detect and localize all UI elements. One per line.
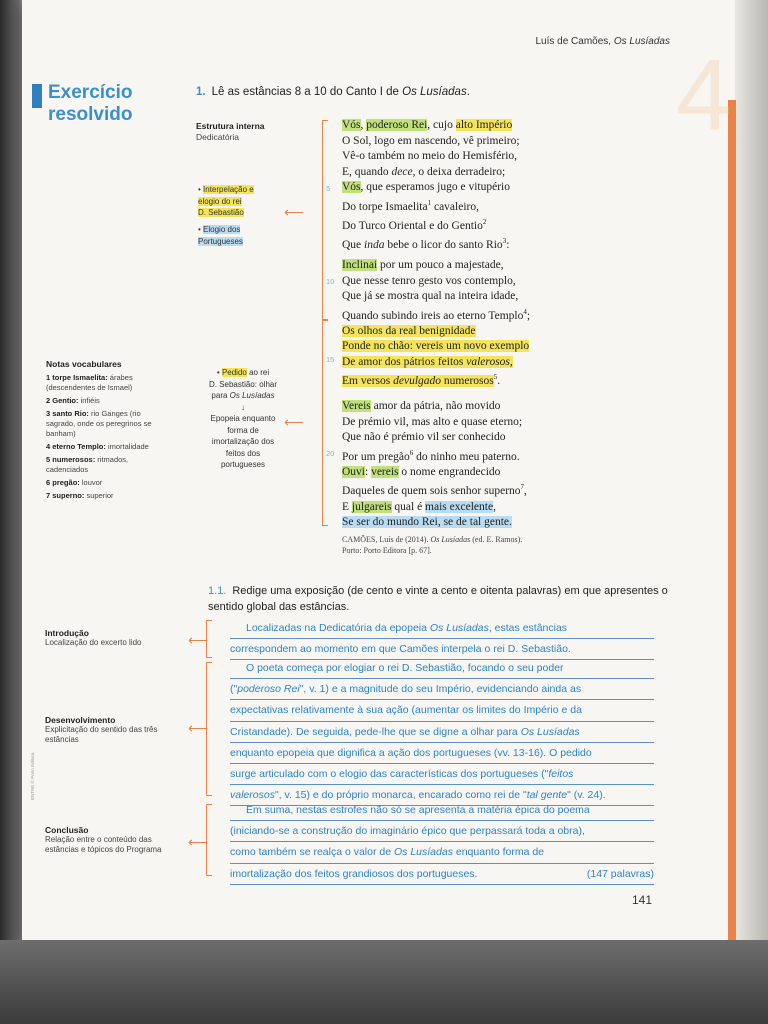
arrow-down-icon: ↓ <box>241 402 245 412</box>
citation: CAMÕES, Luís de (2014). Os Lusíadas (ed. E. Ramos). Porto: Porto Editora [p. 67]. <box>342 535 523 555</box>
note-item: 5 numerosos: ritmados, cadenciados <box>46 455 129 474</box>
answer-paragraph-2: O poeta começa por elogiar o rei D. Sebastião, focando o seu poder ("poderoso Rei", v. 1) e a magnitude do seu Império, evidenciando ainda as expectativas relativamente à sua ação (aumentar os limites do Império e da Cristandade). De seguida, pede-lhe que se digne a olhar para Os Lusíadas enquanto epopeia que dignifica a ação dos portugueses (vv. 13-16). O pedido surge articulado com o elogio das características dos portugueses ("feitos valerosos", v. 15) e do próprio monarca, encarado como rei de "tal gente" (v. 24). <box>230 658 654 806</box>
title-marker <box>32 84 42 108</box>
arrow-left-icon: ⟵ <box>188 834 209 850</box>
notes-title: Notas vocabulares <box>46 359 122 369</box>
line-number: 5 <box>326 184 331 193</box>
line-number: 10 <box>326 277 335 286</box>
arrow-left-icon: ⟵ <box>284 204 305 220</box>
exercise-title-line1: Exercício <box>48 82 133 103</box>
estrutura-title: Estrutura interna <box>196 121 265 131</box>
header-author: Luís de Camões, <box>535 36 614 47</box>
line-number: 20 <box>326 449 335 458</box>
page-number: 141 <box>632 893 653 907</box>
word-count: (147 palavras) <box>586 867 654 880</box>
note-item: 7 superno: superior <box>46 491 114 500</box>
question-1: 1. Lê as estâncias 8 a 10 do Canto I de Os Lusíadas. <box>196 86 470 98</box>
question-1-number: 1. <box>196 86 206 98</box>
arrow-left-icon: ⟵ <box>188 720 209 736</box>
annotation-pedido: • Pedido ao rei D. Sebastião: olhar para Os Lusíadas ↓ Epopeia enquanto forma de imortalização dos feitos dos portugueses <box>198 367 288 471</box>
answer-paragraph-1: Localizadas na Dedicatória da epopeia Os Lusíadas, estas estâncias correspondem ao momento em que Camões interpela o rei D. Sebastião. <box>230 618 654 660</box>
running-header <box>535 36 670 47</box>
stanza-bracket-2 <box>322 320 323 526</box>
section-desenvolvimento: Desenvolvimento Explicitação do sentido das três estâncias <box>45 715 158 744</box>
note-item: 4 eterno Templo: imortalidade <box>46 442 149 451</box>
note-item: 3 santo Rio: rio Ganges (rio sagrado, onde os peregrinos se banham) <box>46 409 152 438</box>
background-below-page <box>0 940 768 1024</box>
question-1-1: 1.1. Redige uma exposição (de cento e vinte a cento e oitenta palavras) em que apresentes o sentido global das estâncias. <box>208 585 668 613</box>
page-edges <box>735 0 768 950</box>
question-1-1-number: 1.1. <box>208 585 227 597</box>
vocabulary-notes <box>46 359 166 504</box>
note-item: 1 torpe Ismaelita: árabes (descendentes de Ismael) <box>46 373 133 392</box>
chapter-number-watermark: 4 <box>676 39 732 151</box>
chapter-strip <box>728 100 736 940</box>
arrow-left-icon: ⟵ <box>284 414 305 430</box>
stanza-3: Vereis amor da pátria, não movido De prémio vil, mas alto e quase eterno; Que não é prémio vil ser conhecido Por um pregão$^6$ do ninho meu paterno. Ouvi: vereis o nome engrandecido Daqueles de quem sois senhor superno$^7$, E julgareis qual é mais excelente, Se ser do mundo Rei, se de tal gente. <box>342 400 527 529</box>
stanza-2: Inclinai por um pouco a majestade, Que nesse tenro gesto vos contemplo, Que já se mostra qual na inteira idade, Quando subindo ireis ao eterno Templo$^4$; Os olhos da real benignidade Ponde no chão: vereis um novo exemplo De amor dos pátrios feitos valerosos, Em versos devulgado numerosos$^5$. <box>342 259 531 388</box>
note-item: 2 Gentio: infiéis <box>46 396 100 405</box>
estrutura-subtitle: Dedicatória <box>196 132 239 142</box>
line-number: 15 <box>326 355 335 364</box>
section-introducao: Introdução Localização do excerto lido <box>45 628 142 647</box>
side-credit: ENTRE © Porto Editora <box>30 752 35 800</box>
stanza-bracket-1 <box>322 120 323 320</box>
exercise-title-line2: resolvido <box>48 104 133 125</box>
arrow-left-icon: ⟵ <box>188 632 209 648</box>
section-conclusao: Conclusão Relação entre o conteúdo das estâncias e tópicos do Programa <box>45 825 162 854</box>
annotation-interpelacao: • Interpelação e elogio do rei D. Sebastião <box>198 185 254 217</box>
annotation-elogio-portugueses: • Elogio dos Portugueses <box>198 225 243 246</box>
header-work: Os Lusíadas <box>613 36 670 47</box>
note-item: 6 pregão: louvor <box>46 478 103 487</box>
answer-paragraph-3: Em suma, nestas estrofes não só se apresenta a matéria épica do poema (iniciando-se a construção do imaginário épico que perpassará toda a obra), como também se realça o valor de Os Lusíadas enquanto forma de imortalização dos feitos grandiosos dos portugueses. (147 palavras) <box>230 800 654 885</box>
stanza-1: Vós, poderoso Rei, cujo alto Império O Sol, logo em nascendo, vê primeiro; Vê-o também no meio do Hemisfério, E, quando dece, o deixa derradeiro; Vós, que esperamos jugo e vitupério Do torpe Ismaelita$^1$ cavaleiro, Do Turco Oriental e do Gentio$^2$ Que inda bebe o licor do santo Rio$^3$: <box>342 119 520 251</box>
exercise-title <box>48 82 178 126</box>
